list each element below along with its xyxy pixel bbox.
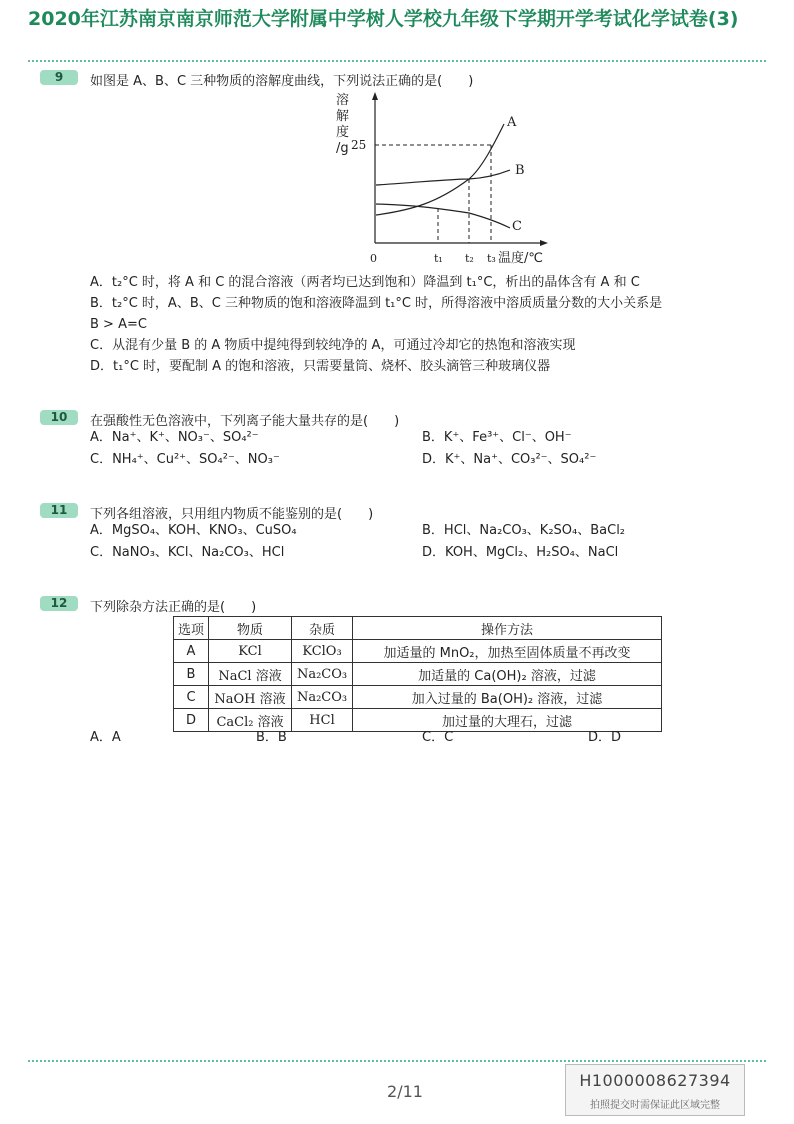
table-cell: A bbox=[174, 640, 209, 663]
table-cell: NaOH 溶液 bbox=[209, 686, 292, 709]
footer-divider bbox=[28, 1060, 766, 1062]
question-stem: 如图是 A、B、C 三种物质的溶解度曲线，下列说法正确的是( ) bbox=[90, 74, 474, 89]
option-c: C．C bbox=[422, 730, 454, 745]
question-number: 12 bbox=[40, 596, 78, 611]
table-header-cell: 物质 bbox=[209, 617, 292, 640]
x-tick: t₃ bbox=[487, 252, 496, 265]
curve-c bbox=[376, 204, 510, 228]
document-id: H1000008627394 bbox=[579, 1071, 731, 1090]
option-a: A．MgSO₄、KOH、KNO₃、CuSO₄ bbox=[90, 523, 297, 538]
curve-label-b: B bbox=[515, 163, 525, 178]
table-cell: NaCl 溶液 bbox=[209, 663, 292, 686]
table-cell: C bbox=[174, 686, 209, 709]
option-b: B．HCl、Na₂CO₃、K₂SO₄、BaCl₂ bbox=[422, 523, 626, 538]
graph-ylabel: 溶 bbox=[336, 93, 350, 108]
table-header-cell: 操作方法 bbox=[353, 617, 662, 640]
graph-ylabel: 解 bbox=[336, 109, 350, 124]
x-axis-arrow bbox=[540, 240, 548, 246]
option-b-cont: B > A=C bbox=[90, 317, 147, 332]
table-cell: B bbox=[174, 663, 209, 686]
curve-a bbox=[376, 124, 504, 215]
option-a: A．Na⁺、K⁺、NO₃⁻、SO₄²⁻ bbox=[90, 430, 259, 445]
question-stem: 下列除杂方法正确的是( ) bbox=[90, 600, 257, 615]
option-b: B．t₂°C 时，A、B、C 三种物质的饱和溶液降温到 t₁°C 时，所得溶液中溶质质量分数的大小关系是 bbox=[90, 296, 663, 311]
option-c: C．从混有少量 B 的 A 物质中提纯得到较纯净的 A，可通过冷却它的热饱和溶液实现 bbox=[90, 338, 576, 353]
x-axis-label: 温度/℃ bbox=[498, 251, 543, 266]
table-cell: D bbox=[174, 709, 209, 732]
table-header-cell: 选项 bbox=[174, 617, 209, 640]
impurity-table bbox=[173, 616, 662, 732]
graph-ylabel: 度 bbox=[336, 125, 350, 140]
question-stem: 在强酸性无色溶液中，下列离子能大量共存的是( ) bbox=[90, 414, 400, 429]
option-b: B．K⁺、Fe³⁺、Cl⁻、OH⁻ bbox=[422, 430, 572, 445]
page-number: 2/11 bbox=[387, 1082, 423, 1101]
option-d: D．K⁺、Na⁺、CO₃²⁻、SO₄²⁻ bbox=[422, 452, 597, 467]
table-cell: 加适量的 MnO₂，加热至固体质量不再改变 bbox=[353, 640, 662, 663]
x-tick: t₁ bbox=[434, 252, 443, 265]
graph-ylabel: /g bbox=[336, 141, 349, 156]
y-axis-arrow bbox=[372, 92, 378, 100]
curve-label-a: A bbox=[507, 115, 517, 130]
table-row bbox=[174, 640, 662, 663]
table-cell: Na₂CO₃ bbox=[292, 663, 353, 686]
table-cell: KCl bbox=[209, 640, 292, 663]
submission-id-box bbox=[565, 1064, 745, 1116]
table-header-row bbox=[174, 617, 662, 640]
table-cell: 加过量的大理石，过滤 bbox=[353, 709, 662, 732]
table-row bbox=[174, 663, 662, 686]
photo-tip: 拍照提交时需保证此区域完整 bbox=[590, 1100, 720, 1111]
x-tick: t₂ bbox=[465, 252, 474, 265]
curve-b bbox=[376, 170, 510, 185]
option-c: C．NH₄⁺、Cu²⁺、SO₄²⁻、NO₃⁻ bbox=[90, 452, 280, 467]
option-b: B．B bbox=[256, 730, 287, 745]
header-divider bbox=[28, 60, 766, 62]
table-cell: KClO₃ bbox=[292, 640, 353, 663]
question-number: 10 bbox=[40, 410, 78, 425]
x-tick: 0 bbox=[370, 252, 377, 265]
table-cell: CaCl₂ 溶液 bbox=[209, 709, 292, 732]
solubility-graph bbox=[332, 88, 543, 288]
table-cell: Na₂CO₃ bbox=[292, 686, 353, 709]
option-a: A．t₂°C 时，将 A 和 C 的混合溶液（两者均已达到饱和）降温到 t₁°C，析出的晶体含有 A 和 C bbox=[90, 275, 640, 290]
option-d: D．KOH、MgCl₂、H₂SO₄、NaCl bbox=[422, 545, 619, 560]
page-title: 2020年江苏南京南京师范大学附属中学树人学校九年级下学期开学考试化学试卷(3) bbox=[28, 8, 739, 30]
option-d: D．t₁°C 时，要配制 A 的饱和溶液，只需要量筒、烧杯、胶头滴管三种玻璃仪器 bbox=[90, 359, 551, 374]
question-stem: 下列各组溶液，只用组内物质不能鉴别的是( ) bbox=[90, 507, 374, 522]
table-header-cell: 杂质 bbox=[292, 617, 353, 640]
question-number: 11 bbox=[40, 503, 78, 518]
y-tick-25: 25 bbox=[351, 138, 367, 152]
table-cell: HCl bbox=[292, 709, 353, 732]
option-a: A．A bbox=[90, 730, 121, 745]
option-d: D．D bbox=[588, 730, 622, 745]
curve-label-c: C bbox=[512, 219, 522, 234]
table-row bbox=[174, 686, 662, 709]
table-cell: 加入过量的 Ba(OH)₂ 溶液，过滤 bbox=[353, 686, 662, 709]
option-c: C．NaNO₃、KCl、Na₂CO₃、HCl bbox=[90, 545, 285, 560]
question-number: 9 bbox=[40, 70, 78, 85]
table-cell: 加适量的 Ca(OH)₂ 溶液，过滤 bbox=[353, 663, 662, 686]
